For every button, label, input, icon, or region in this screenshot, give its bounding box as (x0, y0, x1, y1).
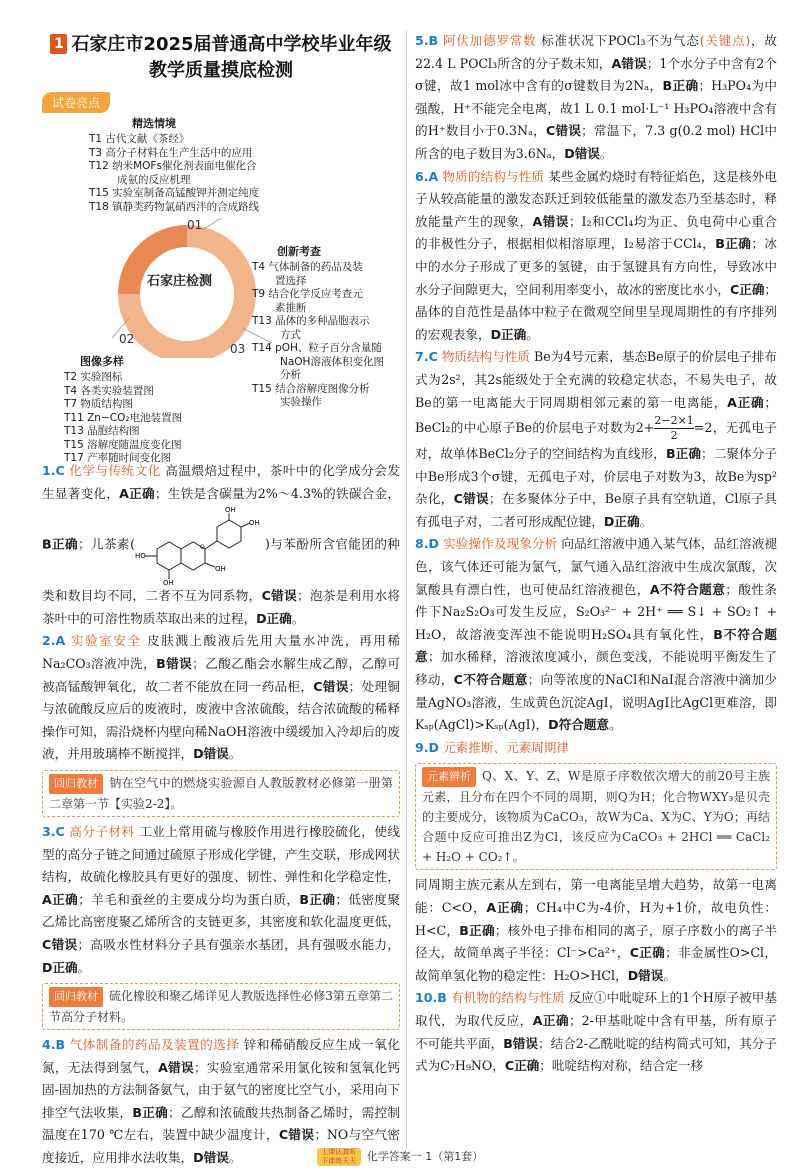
verdict: C错误 (278, 1127, 315, 1143)
verdict: B正确 (666, 446, 702, 462)
verdict: B错误 (503, 1035, 538, 1051)
answers-right (415, 30, 777, 1078)
verdict: C正确 (729, 281, 765, 297)
verdict: A正确 (532, 1012, 570, 1028)
group-2-item: T15 溶解度随温度变化图 (64, 438, 182, 451)
knowledge-point: 化学与传统文化 (69, 463, 161, 478)
note-tag: 回归教材 (49, 987, 103, 1007)
verdict: D正确 (256, 610, 292, 626)
question-number: 4.B (42, 1037, 66, 1053)
knowledge-point: 元素推断、元素周期律 (443, 739, 569, 755)
group-2-item: T7 物质结构图 (64, 398, 133, 410)
answer-10: 10.B 有机物的结构与性质 反应①中吡啶环上的1个H原子被甲基取代，为取代反应，A正确；2-甲基吡啶中含有甲基，所有原子不可能共平面，B错误；结合2-乙酰吡啶的结构简式可知，其分子式为C₇H₉NO，C正确；吡啶结构对称，结合定一移 (415, 990, 777, 1074)
group-3-item: T15 结合溶解度图像分析 (252, 382, 370, 395)
fraction: $\frac{2-2\times 1}{2}$ (654, 414, 694, 443)
answer-7: 7.C 物质结构与性质 Be为4号元素，基态Be原子的价层电子排布式为2s²，其2s能级处于全充满的较稳定状态，不易失电子，故Be的第一电离能大于同周期相邻元素的第一电离能，A正确；BeCl₂的中心原子Be的价层电子对数为2+ $\frac{2-2\times 1}{2}$ =2，无孤电子对，故单体BeCl₂分子的空间结构为直线形，B正确；二聚体分子中Be形成3个σ键，无孤电子对，价层电子对数为3，故Be为sp²杂化，C错误；在多聚体分子中，Be原子具有空轨道，Cl原子具有孤电子对，二者可形成配位键，D正确。 (415, 349, 778, 529)
verdict: D错误 (627, 967, 664, 983)
publisher-logo: 上课认真听 下课练天天 (317, 1148, 361, 1166)
svg-text:O: O (199, 544, 205, 552)
footer-text: 化学答案一 1（第1套） (366, 1150, 484, 1163)
verdict: A正确 (727, 394, 765, 410)
verdict: B正确 (715, 236, 752, 252)
group-3-item: 分析 (280, 369, 301, 381)
verdict: A不符合题意 (649, 581, 726, 597)
group-3-item: 置选择 (275, 274, 307, 287)
textbook-note-1: 回归教材 钠在空气中的燃烧实验源自人教版教材必修第一册第二章第一节【实验2-2】。 (42, 770, 400, 817)
verdict: D符合题意 (548, 717, 609, 733)
title-number-badge: 1 (50, 34, 67, 54)
verdict: A错误 (532, 213, 569, 229)
mol-label: OH (248, 519, 260, 528)
key-point-note: (关键点) (699, 33, 751, 48)
question-number: 8.D (415, 536, 440, 552)
group-3-item: T14 pOH、粒子百分含量随 (252, 342, 382, 354)
map-num-02: 02 (119, 332, 135, 346)
page-footer (0, 1148, 800, 1166)
verdict: A错误 (158, 1059, 194, 1075)
group-3-item: 实验操作 (280, 396, 322, 408)
element-analysis-note: 元素辨析 Q、X、Y、Z、W是原子序数依次增大的前20号主族元素，且分布在四个不同的周期，则Q为H；化合物WXY₃是贝壳的主要成分，该物质为CaCO₃，故W为Ca、X为C、Y为O；再结合题中反应可推出Z为Cl，该反应为CaCO₃ + 2HCl ══ CaCl₂ + H₂O + CO₂↑。 (415, 763, 777, 870)
verdict: D正确 (603, 513, 640, 529)
verdict: D正确 (42, 959, 78, 975)
group-3-list (252, 261, 400, 410)
exam-title (42, 32, 400, 84)
mol-label: OH (162, 579, 174, 586)
group-3-item: 方式 (280, 328, 301, 341)
group-2-title: 图像多样 (80, 355, 124, 368)
answer-9 (415, 737, 777, 760)
question-number: 7.C (415, 349, 438, 365)
verdict: C错误 (453, 491, 489, 507)
group-1-item: T15 实验室制备高锰酸钾并测定纯度 (89, 187, 260, 199)
question-number: 5.B (415, 33, 439, 48)
verdict: D错误 (564, 145, 600, 161)
highlight-mind-map (42, 115, 400, 464)
question-number: 1.C (42, 463, 65, 478)
note-tag: 回归教材 (49, 774, 103, 794)
left-column (42, 30, 400, 1170)
verdict: D正确 (490, 326, 527, 342)
catechin-structure (135, 505, 265, 585)
verdict: A正确 (486, 900, 524, 915)
title-line-1: 石家庄市2025届普通高中学校毕业年级 (71, 34, 392, 55)
verdict: B错误 (156, 655, 193, 671)
group-3-title: 创新考查 (277, 245, 321, 258)
verdict: B不符合题意 (415, 626, 778, 665)
group-1-title: 精选情境 (132, 117, 176, 130)
group-2-list (64, 371, 182, 466)
group-1-list (89, 133, 259, 214)
verdict: B正确 (662, 78, 699, 94)
group-1-item: T3 高分子材料在生产生活中的应用 (89, 146, 253, 159)
verdict: C错误 (261, 588, 297, 604)
answer-4: 4.B 气体制备的药品及装置的选择 锌和稀硝酸反应生成一氧化氮，无法得到氢气，A错误；实验室通常采用氯化铵和氢氧化钙固-固加热的方法制备氨气，由于氨气的密度比空气小，采用向下排空气法收集，B正确；乙醇和浓硫酸共热制备乙烯时，需控制温度在170 ℃左右，装置中缺少温度计，C错误；NO与空气密度接近，应用排水法收集，D错误。 (42, 1037, 401, 1166)
question-number: 9.D (415, 739, 440, 755)
mol-label: OH (224, 506, 236, 515)
column-divider (406, 30, 407, 1150)
knowledge-point: 高分子材料 (69, 823, 135, 839)
knowledge-point: 实验操作及现象分析 (443, 536, 558, 552)
map-center-label: 石家庄检测 (147, 274, 213, 289)
title-line-2: 教学质量摸底检测 (149, 60, 293, 81)
mol-label: HO (134, 552, 146, 561)
answer-9-body: 同周期主族元素从左到右，第一电离能呈增大趋势，故第一电离能：C<O，A正确；CH₄中C为-4价，H为+1价，故电负性：H<C，B正确；核外电子排布相同的离子，原子序数小的离子半径大，故简单离子半径：Cl⁻>Ca²⁺，C正确；非金属性O>Cl，故简单氢化物的稳定性：H₂O>HCl，D错误。 (415, 877, 778, 983)
group-2-item: T13 晶胞结构图 (64, 425, 140, 437)
verdict: B正确 (459, 922, 495, 938)
group-3-item: T9 结合化学反应考查元 (252, 288, 363, 300)
knowledge-point: 物质结构与性质 (441, 349, 530, 365)
answer-2: 2.A 实验室安全 皮肤溅上酸液后先用大量水冲洗，再用稀Na₂CO₃溶液冲洗，B错误；乙酸乙酯会水解生成乙醇，乙醇可被高锰酸钾氧化，故二者不能放在同一药品柜，C错误；处理铜与浓硫酸反应后的废液时，废液中含浓硫酸，结合浓硫酸的稀释操作可知，需沿烧杯内壁向稀NaOH溶液中缓缓加入冷却后的废液，并用玻璃棒不断搅拌，D错误。 (42, 633, 401, 762)
group-3-item: NaOH溶液体积变化图 (280, 355, 384, 368)
question-number: 3.C (42, 823, 65, 839)
knowledge-point: 物质的结构与性质 (442, 168, 545, 184)
group-3-item: 素推断 (275, 301, 307, 314)
mol-label: OH (214, 565, 226, 574)
question-number: 6.A (415, 168, 439, 184)
group-1-item: 成氨的反应机理 (117, 173, 191, 186)
knowledge-point: 有机物的结构与性质 (450, 990, 565, 1006)
map-num-01: 01 (187, 218, 203, 232)
group-3-item: T13 晶体的多种晶胞表示 (252, 315, 370, 327)
verdict: B正确 (132, 1104, 169, 1120)
verdict: C正确 (629, 945, 666, 961)
verdict: A正确 (42, 891, 79, 907)
answer-3: 3.C 高分子材料 工业上常用硫与橡胶作用进行橡胶硫化，使线型的高分子链之间通过硫原子形成化学键，产生交联，形成网状结构，故硫化橡胶具有更好的强度、韧性、弹性和化学稳定性，A正确；羊毛和蚕丝的主要成分均为蛋白质，B正确；低密度聚乙烯比高密度聚乙烯所含的支链更多，其密度和软化温度更低，C错误；高吸水性材料分子具有强亲水基团，具有强吸水能力，D正确。 (42, 823, 401, 975)
knowledge-point: 阿伏加德罗常数 (442, 33, 537, 48)
answer-8: 8.D 实验操作及现象分析 向品红溶液中通入某气体，品红溶液褪色，该气体还可能为氯气，氯气通入品红溶液中生成次氯酸，次氯酸具有漂白性，也可使品红溶液褪色，A不符合题意；酸性条件下Na₂S₂O₃可发生反应，S₂O₃²⁻ + 2H⁺ ══ S↓ + SO₂↑ + H₂O，故溶液变浑浊不能说明H₂SO₄具有氧化性，B不符合题意；加水稀释，溶液浓度减小，颜色变浅，不能说明平衡发生了移动，C不符合题意；向等浓度的NaCl和NaI混合溶液中滴加少量AgNO₃溶液，生成黄色沉淀AgI，说明AgI比AgCl更难溶，即Kₛₚ(AgCl)>Kₛₚ(AgI)，D符合题意。 (415, 536, 778, 733)
group-2-item: T11 Zn−CO₂电池装置图 (64, 411, 183, 424)
map-num-03: 03 (230, 342, 246, 356)
group-1-item: T18 镇静类药物氯硝西泮的合成路线 (89, 200, 260, 213)
verdict: D错误 (193, 1150, 229, 1166)
group-2-item: T2 实验图标 (64, 371, 123, 383)
answer-5: 5.B 阿伏加德罗常数 标准状况下POCl₃不为气态(关键点)，故22.4 L POCl₃所含的分子数未知，A错误；1个水分子中含有2个σ键，故1 mol冰中含有的σ键数目为2Nₐ，B正确；H₃PO₄为中强酸，H⁺不能完全电离，故1 L 0.1 mol·L⁻¹ H₃PO₄溶液中含有的H⁺数目小于0.3Nₐ，C错误；常温下，7.3 g(0.2 mol) HCl中所含的电子数目为3.6Nₐ，D错误。 (415, 33, 778, 161)
verdict: A错误 (611, 55, 647, 71)
verdict: A正确 (119, 485, 155, 501)
group-2-item: T17 产率随时间变化图 (64, 452, 172, 464)
group-1-item: T12 纳米MOFs催化剂表面电催化合 (89, 160, 257, 172)
group-3-item: T4 气体制备的药品及装 (252, 261, 363, 273)
question-number: 10.B (415, 990, 447, 1006)
question-number: 2.A (42, 633, 66, 649)
note-tag: 元素辨析 (422, 767, 476, 787)
highlight-tag: 试卷亮点 (42, 92, 110, 113)
textbook-note-2: 回归教材 硫化橡胶和聚乙烯详见人教版选择性必修3第五章第二节高分子材料。 (42, 983, 400, 1030)
verdict: D错误 (193, 746, 229, 762)
verdict: B正确 (299, 891, 336, 907)
answer-6: 6.A 物质的结构与性质 某些金属灼烧时有特征焰色，这是核外电子从较高能量的激发态跃迁到较低能量的激发态乃至基态时，释放能量产生的现象，A错误；I₂和CCl₄均为正、负电荷中心重合的非极性分子，根据相似相溶原理，I₂易溶于CCl₄，B正确；冰中的水分子形成了更多的氢键，由于氢键具有方向性，导致冰中水分子间隙更大，空间利用率变小，故冰的密度比水小，C正确；晶体的自范性是晶体中粒子在微观空间里呈现周期性的有序排列的宏观表象，D正确。 (415, 168, 778, 342)
verdict: B正确 (42, 536, 79, 552)
verdict: C正确 (504, 1058, 540, 1074)
answer-1: 1.C 化学与传统文化 高温煨焙过程中，茶叶中的化学成分会发生显著变化，A正确；生铁是含碳量为2%～4.3%的铁碳合金，B正确；儿茶素( O OH OH HO OH OH )与苯酚所含官能团的种类和数目均不同，二者不互为同系物，C错误；泡茶是利用水将茶叶中的可溶性物质萃取出来的过程，D正确。 (42, 463, 401, 626)
group-2-item: T4 各类实验装置图 (64, 384, 154, 397)
verdict: C错误 (546, 123, 582, 139)
knowledge-point: 气体制备的药品及装置的选择 (69, 1037, 240, 1053)
answers-left (42, 460, 400, 1170)
verdict: C错误 (42, 936, 78, 952)
verdict: C不符合题意 (453, 672, 528, 688)
verdict: C错误 (313, 678, 349, 694)
group-1-item: T1 古代文献《茶经》 (89, 133, 190, 145)
knowledge-point: 实验室安全 (70, 633, 142, 649)
